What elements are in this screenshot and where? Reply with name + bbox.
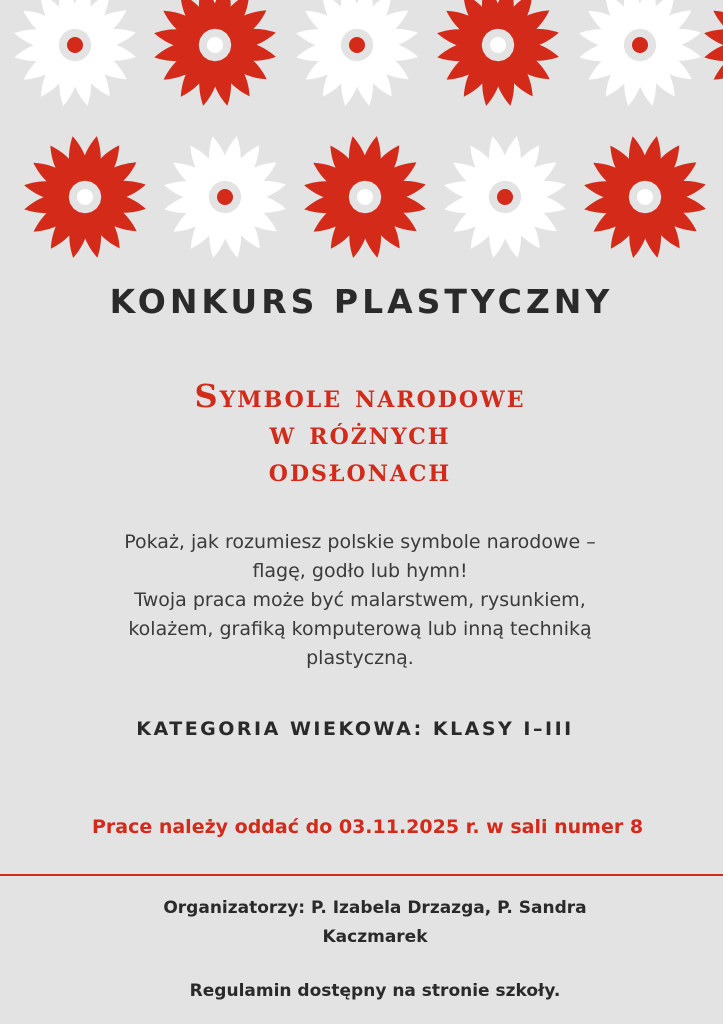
rules-notice: Regulamin dostępny na stronie szkoły. <box>189 981 561 1001</box>
flower-icon <box>294 0 419 108</box>
subtitle-line: Symbole narodowe <box>194 377 526 415</box>
flower-icon <box>152 0 277 108</box>
flower-pattern-header <box>0 0 723 270</box>
description-line: kolażem, grafiką komputerową lub inną techniką <box>128 618 592 640</box>
deadline-notice: Prace należy oddać do 03.11.2025 r. w sali numer 8 <box>91 816 644 838</box>
description-line: flagę, godło lub hymn! <box>252 560 468 582</box>
divider-line <box>0 874 723 876</box>
flower-icon <box>162 134 287 259</box>
description <box>60 528 660 673</box>
flower-icon <box>702 0 723 108</box>
flower-icon <box>12 0 137 108</box>
subtitle-line: odsłonach <box>268 451 452 489</box>
flower-icon <box>577 0 702 108</box>
description-line: plastyczną. <box>306 647 414 669</box>
flower-icon <box>22 134 147 259</box>
flower-icon <box>435 0 560 108</box>
flower-icon <box>582 134 707 259</box>
subtitle <box>90 378 630 489</box>
page-title: KONKURS PLASTYCZNY <box>109 282 614 321</box>
flower-icon <box>442 134 567 259</box>
subtitle-line: w różnych <box>269 414 451 452</box>
age-category: KATEGORIA WIEKOWA: KLASY I–III <box>136 718 574 740</box>
description-line: Twoja praca może być malarstwem, rysunkiem, <box>134 589 586 611</box>
description-line: Pokaż, jak rozumiesz polskie symbole narodowe – <box>124 531 596 553</box>
flower-icon <box>302 134 427 259</box>
organizers: Organizatorzy: P. Izabela Drzazga, P. Sandra Kaczmarek <box>163 898 587 947</box>
